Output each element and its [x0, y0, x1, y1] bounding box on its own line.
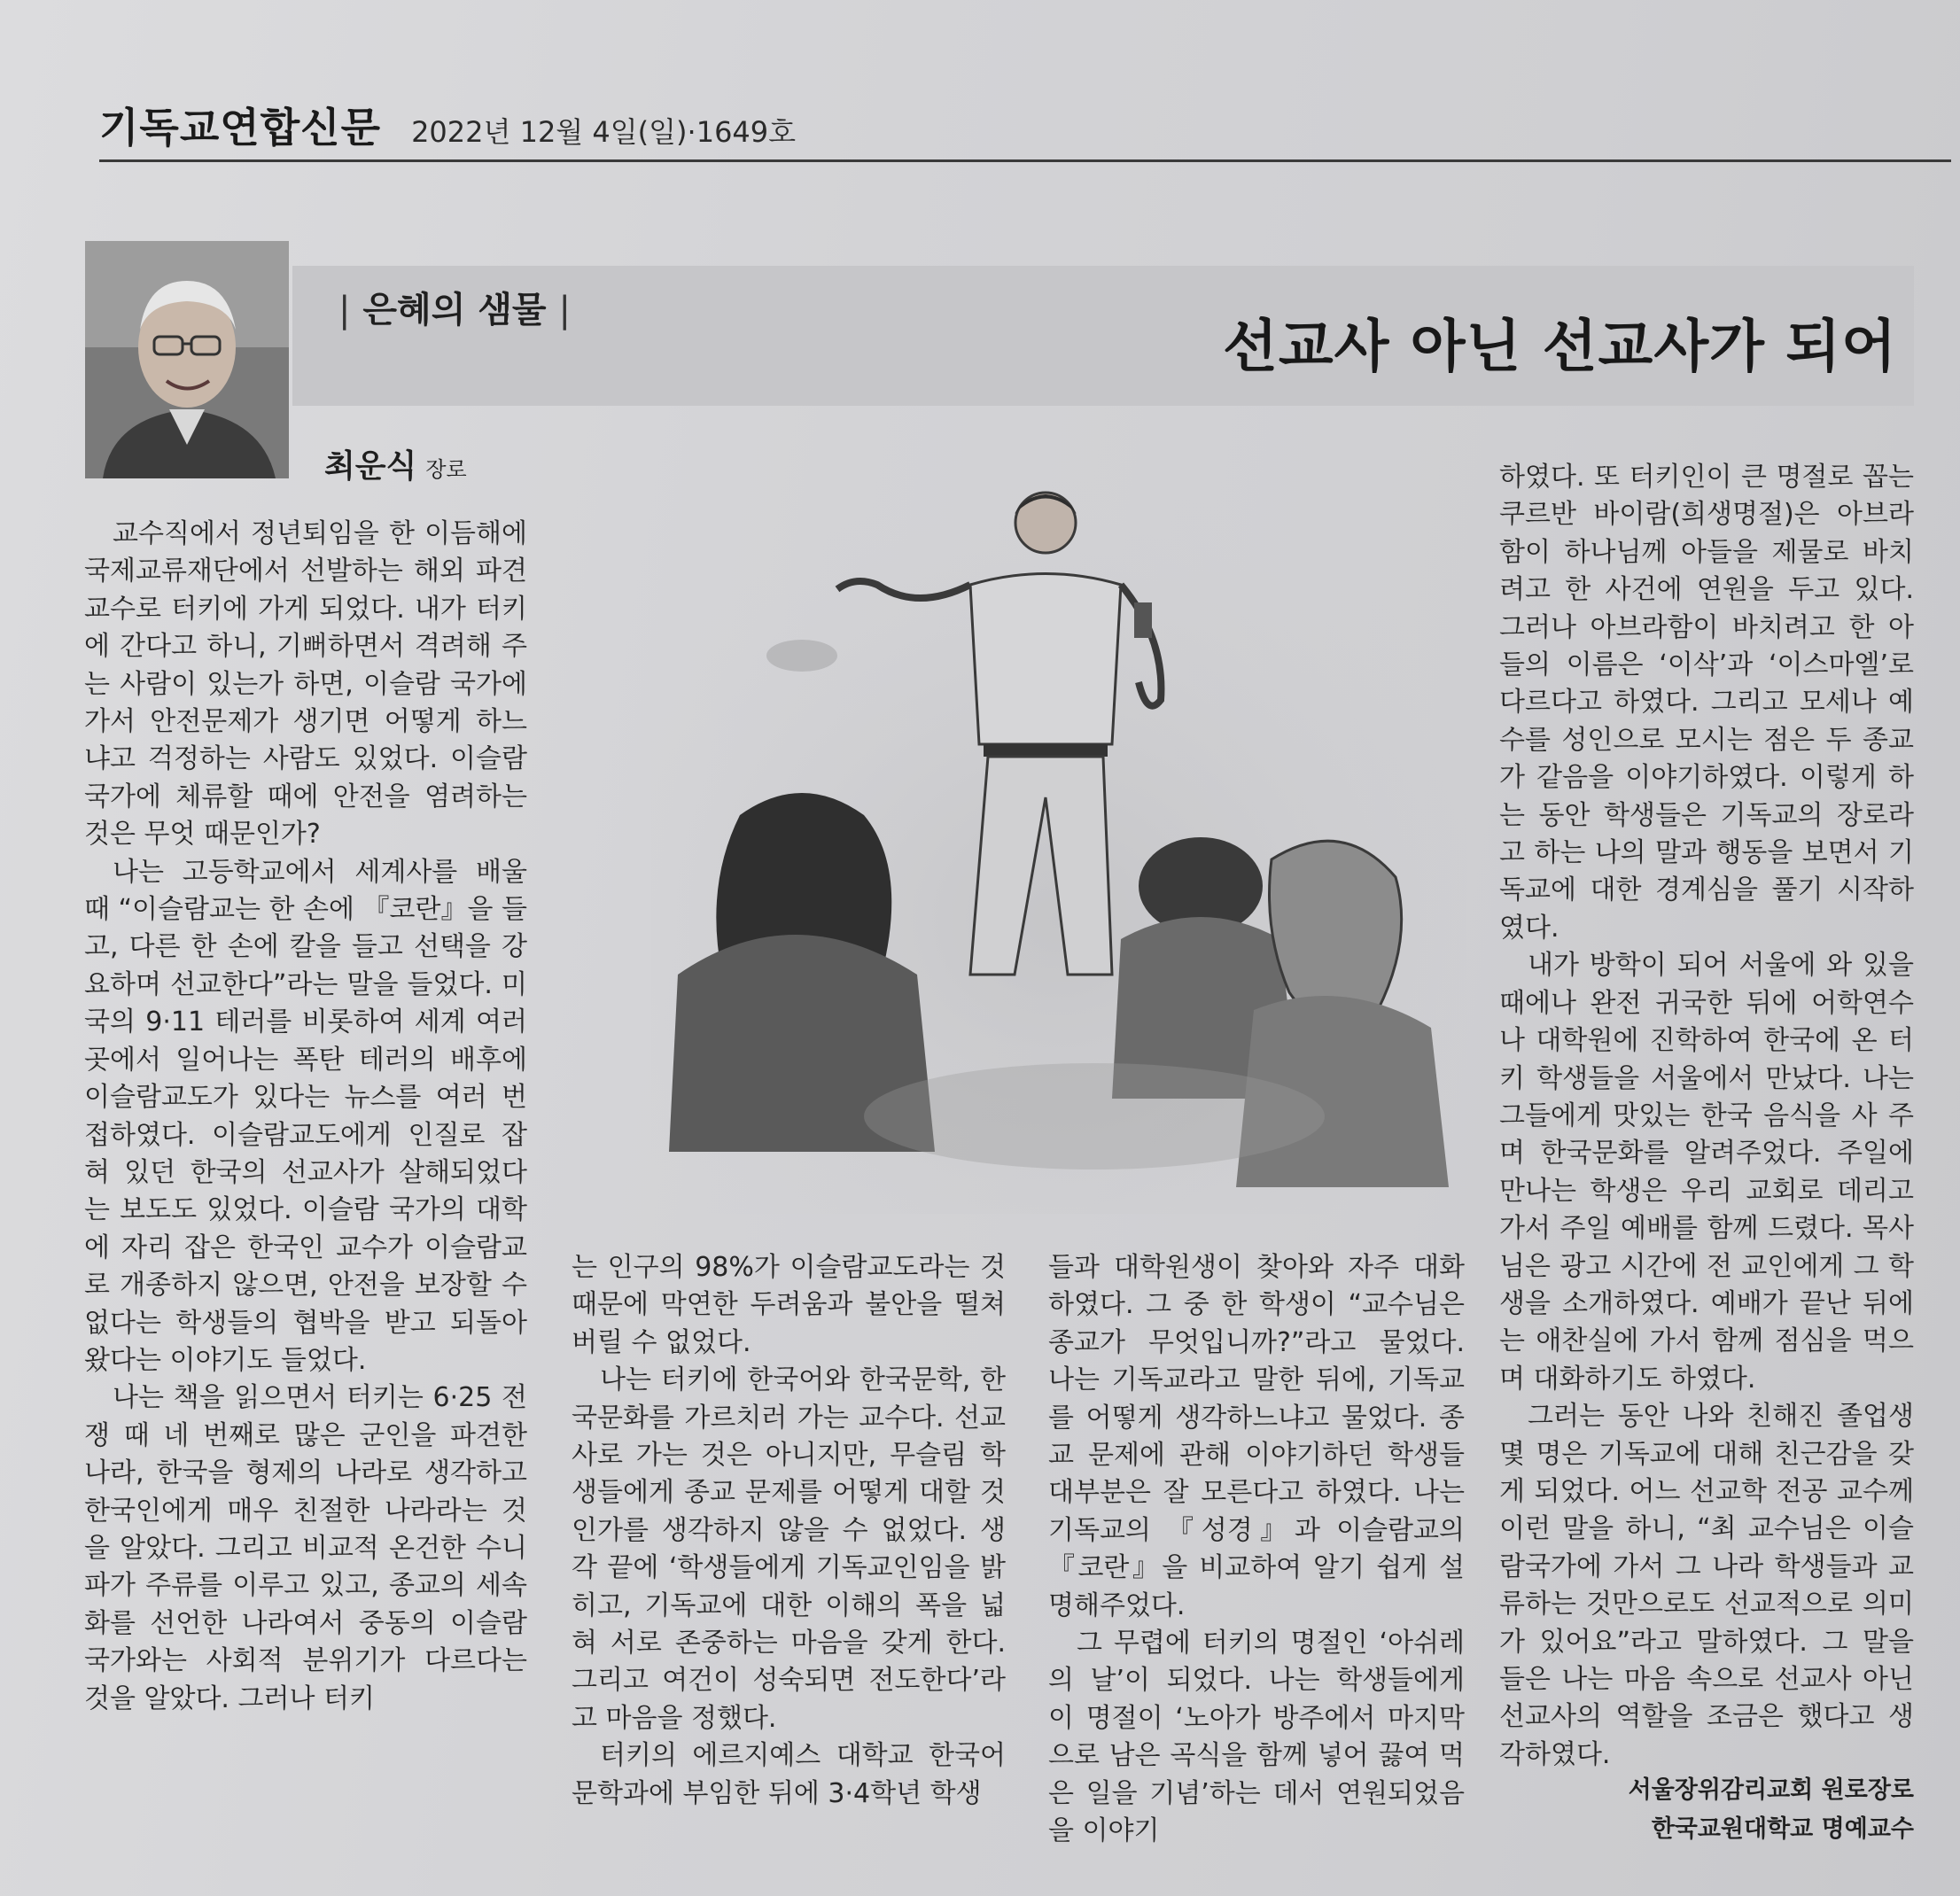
author-affiliation-church: 서울장위감리교회 원로장로 [1628, 1776, 1914, 1804]
author-photo [85, 241, 289, 478]
paragraph: 내가 방학이 되어 서울에 와 있을 때에나 완전 귀국한 뒤에 어학연수나 대학원에 진학하여 한국에 온 터키 학생들을 서울에서 만났다. 나는 그들에게 맛있는 한국 음식을 사 주며 한국문화를 알려주었다. 주일에 만나는 학생은 우리 교회로 데리고 가서 주일 예배를 함께 드렸다. 목사님은 광고 시간에 전 교인에게 그 학생을 소개하였다. 예배가 끝난 뒤에는 애찬실에 가서 함께 점심을 먹으며 대화하기도 하였다. [1499, 950, 1914, 1395]
article-illustration [651, 478, 1466, 1214]
series-name: 은혜의 샘물 [362, 290, 547, 330]
paragraph: 하였다. 또 터키인이 큰 명절로 꼽는 쿠르반 바이람(희생명절)은 아브라함이 하나님께 아들을 제물로 바치려고 한 사건에 연원을 두고 있다. 그러나 아브라함이 바치려고 한 아들의 이름은 ‘이삭’과 ‘이스마엘’로 다르다고 하였다. 그리고 모세나 예수를 성인으로 모시는 점은 두 종교가 같음을 이야기하였다. 이렇게 하는 동안 학생들은 기독교의 장로라고 하는 나의 말과 행동을 보면서 기독교에 대한 경계심을 풀기 시작하였다. [1499, 462, 1914, 944]
article-column-4 [1499, 459, 1914, 1774]
paragraph: 나는 고등학교에서 세계사를 배울 때 “이슬람교는 한 손에 『코란』을 들고, 다른 한 손에 칼을 들고 선택을 강요하며 선교한다”라는 말을 들었다. 미국의 9·11 테러를 비롯하여 세계 여러 곳에서 일어나는 폭탄 테러의 배후에 이슬람교도가 있다는 뉴스를 여러 번 접하였다. 이슬람교도에게 인질로 잡혀 있던 한국의 선교사가 살해되었다는 보도도 있었다. 이슬람 국가의 대학에 자리 잡은 한국인 교수가 이슬람교로 개종하지 않으면, 안전을 보장할 수 없다는 학생들의 협박을 받고 되돌아왔다는 이야기도 들었다. [84, 856, 527, 1376]
paragraph: 나는 터키에 한국어와 한국문학, 한국문화를 가르치러 가는 교수다. 선교사로 가는 것은 아니지만, 무슬림 학생들에게 종교 문제를 어떻게 대할 것인가를 생각하지 않을 수 없었다. 생각 끝에 ‘학생들에게 기독교인임을 밝히고, 기독교에 대한 이해의 폭을 넓혀 서로 존중하는 마음을 갖게 한다. 그리고 여건이 성숙되면 전도한다’라고 마음을 정했다. [572, 1364, 1006, 1734]
byline [324, 441, 467, 486]
paragraph: 그 무렵에 터키의 명절인 ‘아쉬레의 날’이 되었다. 나는 학생들에게 이 명절이 ‘노아가 방주에서 마지막으로 남은 곡식을 함께 넣어 끓여 먹은 일을 기념’하는 데서 연원되었음을 이야기 [1048, 1628, 1465, 1847]
column-series-title [338, 282, 571, 332]
paragraph: 터키의 에르지예스 대학교 한국어문학과에 부임한 뒤에 3·4학년 학생 [572, 1740, 1006, 1809]
masthead [99, 96, 796, 158]
series-bar-right: | [558, 290, 571, 330]
paragraph: 들과 대학원생이 찾아와 자주 대화하였다. 그 중 한 학생이 “교수님은 종교가 무엇입니까?”라고 물었다. 나는 기독교라고 말한 뒤에, 기독교를 어떻게 생각하느냐고 물었다. 종교 문제에 관해 이야기하던 학생들 대부분은 잘 모른다고 하였다. 나는 기독교의 『성경』과 이슬람교의 『코란』을 비교하여 알기 쉽게 설명해주었다. [1048, 1252, 1465, 1621]
paragraph: 교수직에서 정년퇴임을 한 이듬해에 국제교류재단에서 선발하는 해외 파견 교수로 터키에 가게 되었다. 내가 터키에 간다고 하니, 기뻐하면서 격려해 주는 사람이 있는가 하면, 이슬람 국가에 가서 안전문제가 생기면 어떻게 하느냐고 걱정하는 사람도 있었다. 이슬람 국가에 체류할 때에 안전을 염려하는 것은 무엇 때문인가? [84, 518, 527, 851]
article-column-2 [572, 1249, 1006, 1813]
article-column-1 [84, 516, 527, 1718]
author-affiliation-university: 한국교원대학교 명예교수 [1651, 1815, 1914, 1843]
lecturer-illustration-icon [651, 478, 1466, 1214]
article-headline: 선교사 아닌 선교사가 되어 [1223, 315, 1897, 380]
author-title: 장로 [425, 457, 467, 482]
author-portrait-icon [85, 241, 289, 478]
issue-date: 2022년 12월 4일(일)·1649호 [411, 115, 797, 149]
paragraph: 그러는 동안 나와 친해진 졸업생 몇 명은 기독교에 대해 친근감을 갖게 되었다. 어느 선교학 전공 교수께 이런 말을 하니, “최 교수님은 이슬람국가에 가서 그 나라 학생들과 교류하는 것만으로도 선교적으로 의미가 있어요”라고 말하였다. 그 말을 들은 나는 마음 속으로 선교사 아닌 선교사의 역할을 조금은 했다고 생각하였다. [1499, 1401, 1914, 1770]
article-column-3 [1048, 1249, 1465, 1851]
author-name: 최운식 [324, 448, 417, 485]
newspaper-name: 기독교연합신문 [99, 104, 382, 152]
paragraph: 나는 책을 읽으면서 터키는 6·25 전쟁 때 네 번째로 많은 군인을 파견한 나라, 한국을 형제의 나라로 생각하고 한국인에게 매우 친절한 나라라는 것을 알았다. 그리고 비교적 온건한 수니파가 주류를 이루고 있고, 종교의 세속화를 선언한 나라여서 중동의 이슬람 국가와는 사회적 분위기가 다르다는 것을 알았다. 그러나 터키 [84, 1382, 527, 1714]
series-bar-left: | [338, 290, 351, 330]
paragraph: 는 인구의 98%가 이슬람교도라는 것 때문에 막연한 두려움과 불안을 떨쳐 버릴 수 없었다. [572, 1252, 1006, 1358]
masthead-rule [99, 159, 1951, 162]
